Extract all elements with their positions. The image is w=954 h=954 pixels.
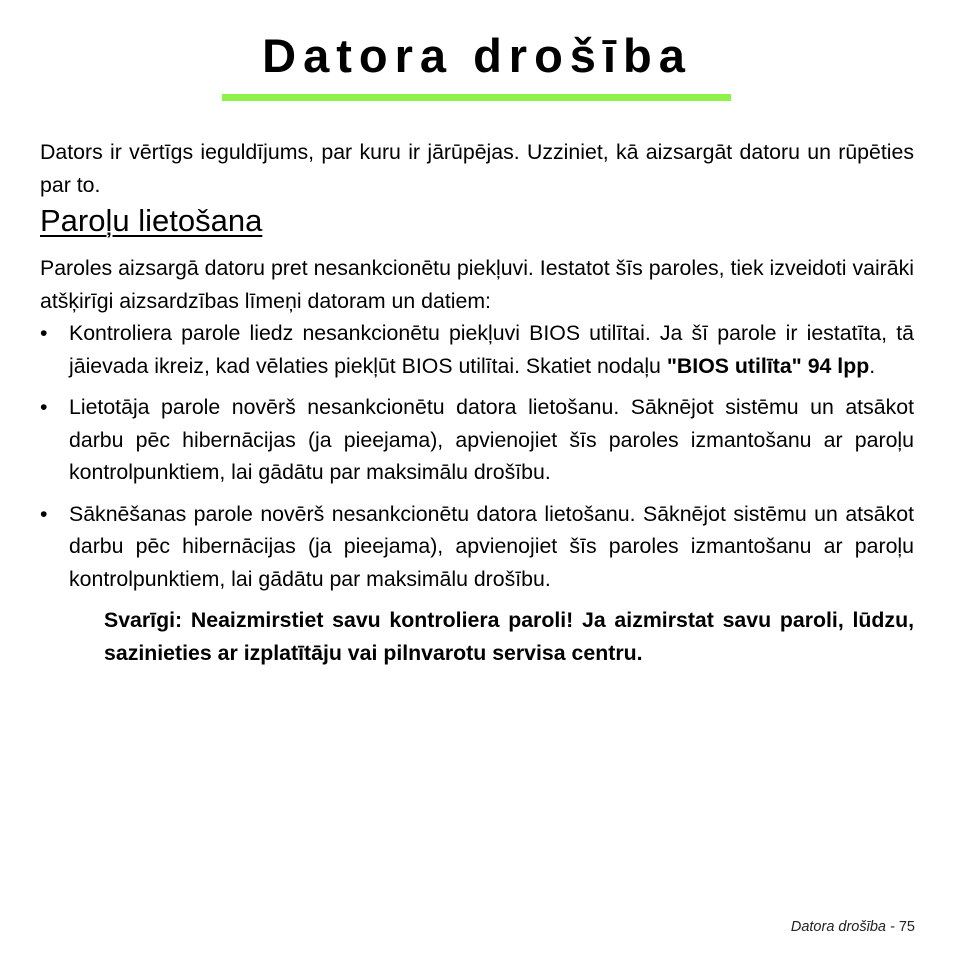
list-item [40, 391, 914, 489]
list-item-text [69, 317, 914, 382]
list-item-text: Sāknēšanas parole novērš nesankcionētu datora lietošanu. Sāknējot sistēmu un atsākot darbu pēc hibernācijas (ja pieejama), apvienojiet šīs paroles izmantošanu ar paroļu kontrolpunktiem, lai gādātu par maksimālu drošību. [69, 501, 914, 591]
list-item-text: Lietotāja parole novērš nesankcionētu datora lietošanu. Sāknējot sistēmu un atsākot darbu pēc hibernācijas (ja pieejama), apvienojiet šīs paroles izmantošanu ar paroļu kontrolpunktiem, lai gādātu par maksimālu drošību. [69, 395, 914, 484]
list-item [40, 498, 914, 596]
page-number: 75 [898, 919, 915, 935]
bullet-icon: • [40, 321, 48, 345]
section-heading[interactable]: Paroļu lietošana [40, 203, 263, 238]
list-item [40, 317, 914, 382]
page-footer [791, 917, 915, 937]
password-list [40, 317, 914, 595]
intro-paragraph: Dators ir vērtīgs ieguldījums, par kuru ir jārūpējas. Uzziniet, kā aizsargāt datoru un rūpēties par to. [40, 140, 914, 197]
important-note: Svarīgi: Neaizmirstiet savu kontroliera paroli! Ja aizmirstat savu paroli, lūdzu, sazinieties ar izplatītāju vai pilnvarotu servisa centru. [104, 608, 914, 665]
footer-section-name: Datora drošība - [790, 919, 899, 935]
bullet-icon: • [40, 501, 48, 526]
list-item-tail: . [869, 353, 876, 378]
bullet-icon: • [40, 395, 48, 419]
page-title: Datora drošība [262, 29, 692, 82]
list-item-body: Kontroliera parole liedz nesankcionētu piekļuvi BIOS utilītai. Ja šī parole ir iestatīta, tā jāievada ikreiz, kad vēlaties piekļūt BIOS utilītai. Skatiet nodaļu [69, 321, 914, 378]
cross-reference-link[interactable]: "BIOS utilīta" 94 lpp [666, 353, 870, 378]
section-lead-paragraph: Paroles aizsargā datoru pret nesankcionētu piekļuvi. Iestatot šīs paroles, tiek izveidoti vairāki atšķirīgi aizsardzības līmeņi datoram un datiem: [40, 256, 914, 313]
main-content [40, 136, 914, 669]
title-underline-rule [222, 94, 731, 101]
